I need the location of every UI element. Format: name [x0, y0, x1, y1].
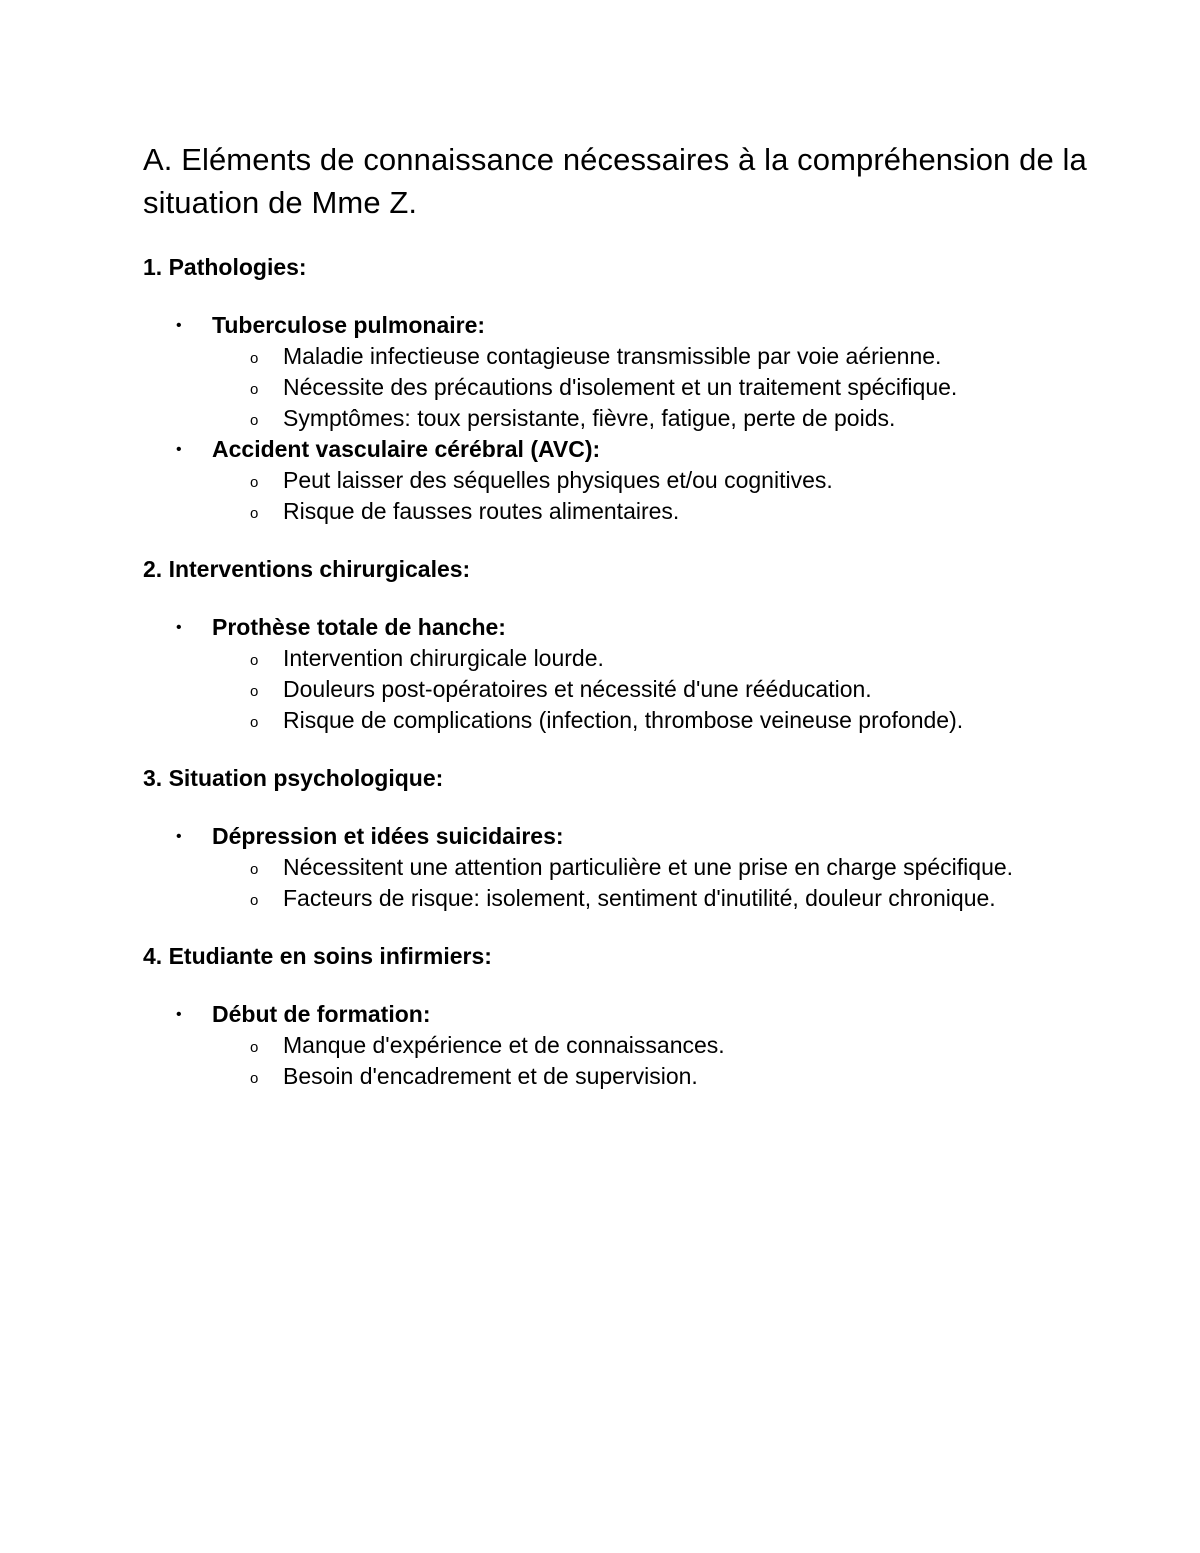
circle-bullet-icon: o [250, 474, 259, 491]
sub-list-item [212, 643, 1063, 674]
page-title: A. Eléments de connaissance nécessaires à la compréhension de la situation de Mme Z. [143, 142, 1087, 220]
circle-bullet-icon: o [250, 1070, 259, 1087]
sub-list-item [212, 1030, 1063, 1061]
bullet-icon: • [176, 1006, 182, 1023]
bullet-icon: • [176, 317, 182, 334]
list-item-label: Tuberculose pulmonaire: [212, 312, 486, 338]
sub-list-item-text: Nécessite des précautions d'isolement et un traitement spécifique. [283, 374, 958, 400]
circle-bullet-icon: o [250, 350, 259, 367]
document-page [143, 138, 1103, 1119]
sub-list-item [212, 465, 1063, 496]
bullet-icon: • [176, 828, 182, 845]
sub-list-item-text: Douleurs post-opératoires et nécessité d'une rééducation. [283, 676, 872, 702]
circle-bullet-icon: o [250, 381, 259, 398]
sub-list [212, 1030, 1103, 1092]
section-interventions-chirurgicales [143, 554, 1103, 736]
sub-list-item-text: Risque de fausses routes alimentaires. [283, 498, 680, 524]
sub-list [212, 465, 1103, 527]
list-item [143, 821, 1103, 914]
list-item [143, 999, 1103, 1092]
circle-bullet-icon: o [250, 683, 259, 700]
circle-bullet-icon: o [250, 861, 259, 878]
circle-bullet-icon: o [250, 1039, 259, 1056]
sub-list-item [212, 883, 1063, 914]
sub-list-item [212, 341, 1063, 372]
sub-list [212, 341, 1103, 434]
sub-list-item-text: Manque d'expérience et de connaissances. [283, 1032, 725, 1058]
bullet-icon: • [176, 619, 182, 636]
sub-list [212, 852, 1103, 914]
section-etudiante-soins-infirmiers [143, 941, 1103, 1092]
circle-bullet-icon: o [250, 714, 259, 731]
sub-list [212, 643, 1103, 736]
sub-list-item-text: Maladie infectieuse contagieuse transmissible par voie aérienne. [283, 343, 942, 369]
bullet-list [143, 310, 1103, 527]
list-item [143, 434, 1103, 527]
bullet-list [143, 821, 1103, 914]
list-item-label: Prothèse totale de hanche: [212, 614, 506, 640]
circle-bullet-icon: o [250, 505, 259, 522]
list-item [143, 310, 1103, 434]
sub-list-item [212, 372, 1063, 403]
sub-list-item-text: Nécessitent une attention particulière et une prise en charge spécifique. [283, 854, 1014, 880]
sub-list-item-text: Symptômes: toux persistante, fièvre, fatigue, perte de poids. [283, 405, 896, 431]
circle-bullet-icon: o [250, 892, 259, 909]
section-pathologies [143, 252, 1103, 527]
sub-list-item [212, 852, 1063, 883]
sub-list-item [212, 1061, 1063, 1092]
section-heading: 2. Interventions chirurgicales: [143, 556, 471, 582]
bullet-list [143, 999, 1103, 1092]
circle-bullet-icon: o [250, 412, 259, 429]
sub-list-item-text: Facteurs de risque: isolement, sentiment d'inutilité, douleur chronique. [283, 885, 996, 911]
sub-list-item [212, 705, 1063, 736]
circle-bullet-icon: o [250, 652, 259, 669]
section-heading: 3. Situation psychologique: [143, 765, 444, 791]
sub-list-item [212, 674, 1063, 705]
bullet-list [143, 612, 1103, 736]
section-heading: 4. Etudiante en soins infirmiers: [143, 943, 492, 969]
sub-list-item [212, 403, 1063, 434]
section-situation-psychologique [143, 763, 1103, 914]
list-item-label: Début de formation: [212, 1001, 431, 1027]
sub-list-item-text: Besoin d'encadrement et de supervision. [283, 1063, 698, 1089]
list-item-label: Dépression et idées suicidaires: [212, 823, 564, 849]
sub-list-item-text: Risque de complications (infection, thrombose veineuse profonde). [283, 707, 964, 733]
list-item [143, 612, 1103, 736]
sub-list-item-text: Peut laisser des séquelles physiques et/ou cognitives. [283, 467, 833, 493]
list-item-label: Accident vasculaire cérébral (AVC): [212, 436, 601, 462]
sub-list-item [212, 496, 1063, 527]
sub-list-item-text: Intervention chirurgicale lourde. [283, 645, 604, 671]
section-heading: 1. Pathologies: [143, 254, 307, 280]
bullet-icon: • [176, 441, 182, 458]
